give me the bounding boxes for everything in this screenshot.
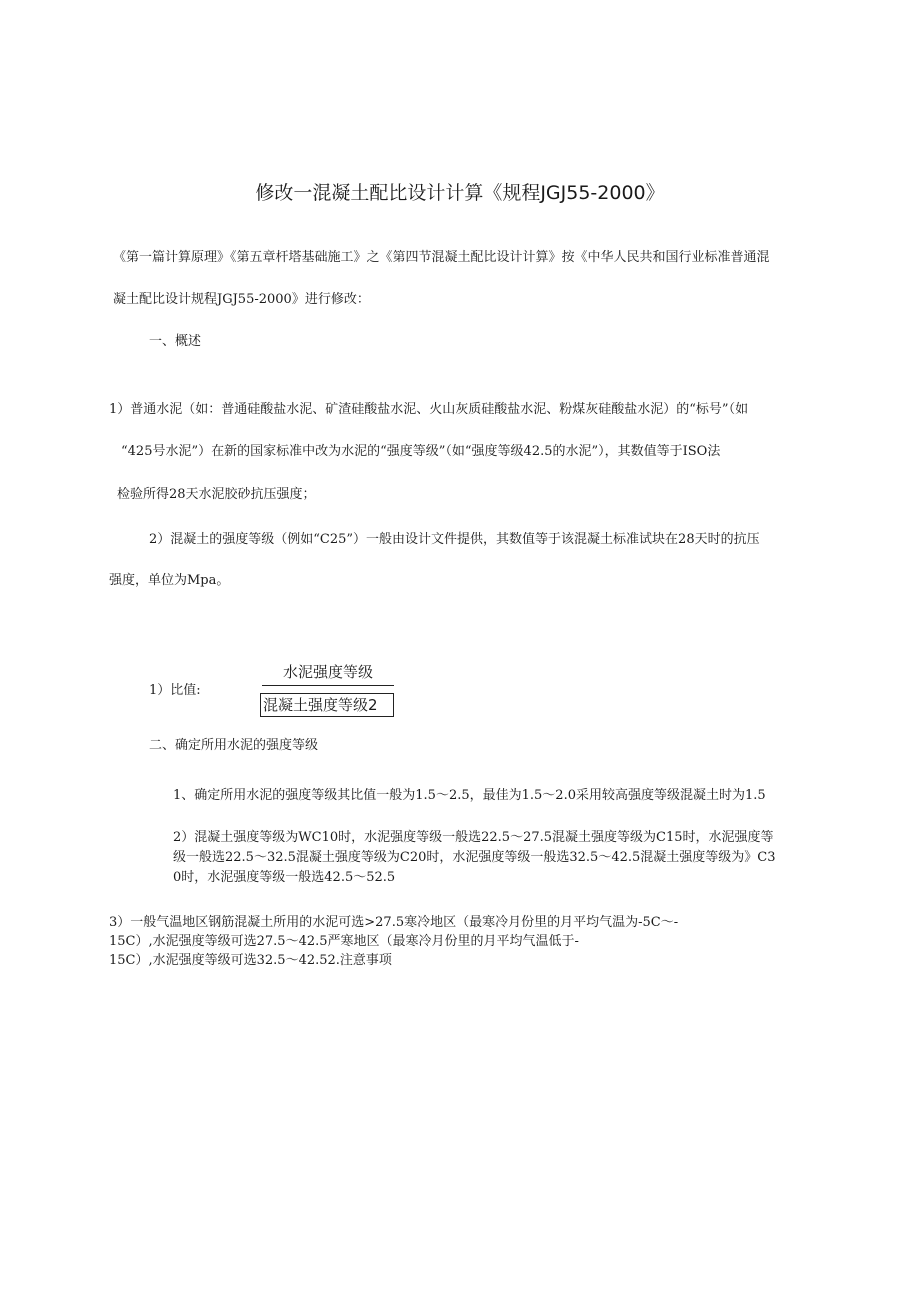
intro-line-1: 《第一篇计算原理》《第五章杆塔基础施工》之《第四节混凝土配比设计计算》按《中华人民共和国行业标准普通混 (113, 250, 770, 265)
ratio-label: 1）比值: (149, 683, 201, 698)
s2-item-3-line-2: 15C）,水泥强度等级可选27.5～42.5严寒地区（最寒冷月份里的月平均气温低于- (109, 934, 579, 949)
item1-line-2: “425号水泥”）在新的国家标准中改为水泥的“强度等级”（如“强度等级42.5的水泥”），其数值等于ISO法 (121, 444, 721, 459)
item2-line-2: 强度，单位为Mpa。 (109, 573, 230, 588)
document-title: 修改一混凝土配比设计计算《规程JGJ55-2000》 (255, 182, 665, 204)
s2-item-3-line-1: 3）一般气温地区钢筋混凝土所用的水泥可选>27.5寒冷地区（最寒冷月份里的月平均气温为-5C～- (109, 915, 679, 930)
s2-item-2-line-2: 级一般选22.5～32.5混凝土强度等级为C20时，水泥强度等级一般选32.5～42.5混凝土强度等级为》C3 (173, 850, 776, 865)
s2-item-2-line-3: 0时，水泥强度等级一般选42.5～52.5 (173, 870, 396, 885)
section1-heading: 一、概述 (149, 334, 202, 349)
ratio-numerator: 水泥强度等级 (262, 662, 394, 686)
section2-heading: 二、确定所用水泥的强度等级 (149, 738, 319, 753)
item1-line-1: 1）普通水泥（如：普通硅酸盐水泥、矿渣硅酸盐水泥、火山灰质硅酸盐水泥、粉煤灰硅酸盐水泥）的“标号”（如 (109, 402, 749, 417)
ratio-denominator: 混凝土强度等级2 (260, 693, 394, 717)
intro-line-2: 凝土配比设计规程JGJ55-2000》进行修改： (113, 292, 370, 307)
item1-line-3: 检验所得28天水泥胶砂抗压强度； (117, 487, 316, 502)
s2-item-2-line-1: 2）混凝土强度等级为WC10时，水泥强度等级一般选22.5～27.5混凝土强度等级为C15时，水泥强度等 (173, 830, 774, 845)
s2-item-3-line-3: 15C）,水泥强度等级可选32.5～42.52.注意事项 (109, 953, 392, 968)
item2-line-1: 2）混凝土的强度等级（例如“C25”）一般由设计文件提供，其数值等于该混凝土标准试块在28天时的抗压 (149, 532, 760, 547)
s2-item-1: 1、确定所用水泥的强度等级其比值一般为1.5～2.5，最佳为1.5～2.0采用较高强度等级混凝土时为1.5 (173, 788, 766, 803)
